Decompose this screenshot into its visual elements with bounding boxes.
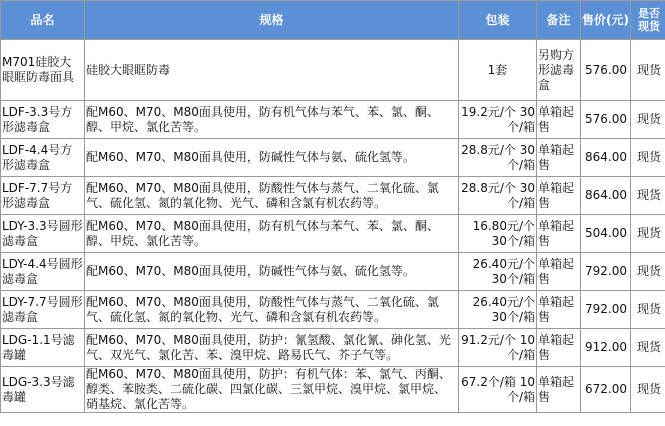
header-spec: 规格 — [85, 1, 459, 40]
cell-spec: 配M60、M70、M80面具使用，防有机气体与苯气、苯、氯、酮、醇、甲烷、氯化苦等。 — [85, 101, 459, 139]
cell-note: 单箱起售 — [537, 139, 581, 177]
cell-spec: 配M60、M70、M80面具使用，防有机气体与苯气、苯、氯、酮、醇、甲烷、氯化苦等。 — [85, 215, 459, 253]
cell-name: LDG-1.1号滤毒罐 — [1, 329, 85, 367]
cell-pack: 19.2元/个 30个/箱 — [459, 101, 537, 139]
cell-name: LDG-3.3号滤毒罐 — [1, 367, 85, 413]
table-row — [1, 329, 665, 367]
cell-name: LDF-3.3号方形滤毒盒 — [1, 101, 85, 139]
cell-note: 另购方形滤毒盒 — [537, 40, 581, 101]
cell-spec: 配M60、M70、M80面具使用，防碱性气体与氨、硫化氢等。 — [85, 139, 459, 177]
cell-name: LDF-4.4号方形滤毒盒 — [1, 139, 85, 177]
cell-name: LDY-3.3号圆形滤毒盒 — [1, 215, 85, 253]
cell-price: 792.00 — [581, 291, 631, 329]
cell-price: 504.00 — [581, 215, 631, 253]
header-note: 备注 — [537, 1, 581, 40]
cell-note: 单箱起售 — [537, 329, 581, 367]
cell-name: LDY-7.7号圆形滤毒盒 — [1, 291, 85, 329]
cell-spec: 配M60、M70、M80面具使用，防护：氰氢酸、氯化氰、砷化氢、光气、双光气、氯化苦、苯、溴甲烷、路易氏气、芥子气等。 — [85, 329, 459, 367]
cell-price: 864.00 — [581, 139, 631, 177]
cell-price: 792.00 — [581, 253, 631, 291]
cell-pack: 26.40元/个 30个/箱 — [459, 253, 537, 291]
header-stock-line1: 是否 — [638, 7, 660, 20]
cell-name: LDY-4.4号圆形滤毒盒 — [1, 253, 85, 291]
cell-name: LDF-7.7号方形滤毒盒 — [1, 177, 85, 215]
header-stock-line2: 现货 — [638, 20, 660, 33]
cell-note: 单箱起售 — [537, 101, 581, 139]
cell-pack: 16.80元/个 30个/箱 — [459, 215, 537, 253]
cell-stock: 现货 — [631, 329, 665, 367]
header-stock — [631, 1, 665, 40]
table-row — [1, 101, 665, 139]
header-row — [1, 1, 665, 40]
cell-stock: 现货 — [631, 215, 665, 253]
header-name: 品名 — [1, 1, 85, 40]
table-row — [1, 139, 665, 177]
cell-stock: 现货 — [631, 177, 665, 215]
cell-price: 576.00 — [581, 101, 631, 139]
cell-stock: 现货 — [631, 367, 665, 413]
cell-name: M701硅胶大眼眶防毒面具 — [1, 40, 85, 101]
table-row — [1, 253, 665, 291]
cell-note: 单箱起售 — [537, 291, 581, 329]
cell-spec: 配M60、M70、M80面具使用，防护：有机气体：苯、氯气、丙酮、醇类、苯胺类、二硫化碳、四氯化碳、三氯甲烷、溴甲烷、氯甲烷、硝基烷、氯化苦等。 — [85, 367, 459, 413]
cell-spec: 硅胶大眼眶防毒 — [85, 40, 459, 101]
cell-price: 912.00 — [581, 329, 631, 367]
cell-price: 864.00 — [581, 177, 631, 215]
table-row — [1, 215, 665, 253]
cell-stock: 现货 — [631, 139, 665, 177]
cell-spec: 配M60、M70、M80面具使用，防碱性气体与氨、硫化氢等。 — [85, 253, 459, 291]
cell-note: 单箱起售 — [537, 215, 581, 253]
cell-spec: 配M60、M70、M80面具使用，防酸性气体与蒸气、二氧化硫、氯气、硫化氢、氮的氧化物、光气、磷和含氯有机农药等。 — [85, 177, 459, 215]
header-price: 售价(元) — [581, 1, 631, 40]
cell-pack: 1套 — [459, 40, 537, 101]
cell-note: 单箱起售 — [537, 367, 581, 413]
cell-price: 672.00 — [581, 367, 631, 413]
cell-stock: 现货 — [631, 40, 665, 101]
table-row — [1, 177, 665, 215]
cell-pack: 28.8元/个 30个/箱 — [459, 139, 537, 177]
cell-pack: 67.2个/箱 10个/箱 — [459, 367, 537, 413]
cell-note: 单箱起售 — [537, 253, 581, 291]
cell-note: 单箱起售 — [537, 177, 581, 215]
table-row — [1, 367, 665, 413]
cell-price: 576.00 — [581, 40, 631, 101]
cell-stock: 现货 — [631, 291, 665, 329]
cell-pack: 91.2元/个 10个/箱 — [459, 329, 537, 367]
header-pack: 包装 — [459, 1, 537, 40]
cell-stock: 现货 — [631, 101, 665, 139]
cell-pack: 28.8元/个 30个/箱 — [459, 177, 537, 215]
cell-spec: 配M60、M70、M80面具使用，防酸性气体与蒸气、二氧化硫、氯气、硫化氢、氮的氧化物、光气、磷和含氯有机农药等。 — [85, 291, 459, 329]
table-row — [1, 291, 665, 329]
cell-pack: 26.40元/个 30个/箱 — [459, 291, 537, 329]
cell-stock: 现货 — [631, 253, 665, 291]
table-row — [1, 40, 665, 101]
